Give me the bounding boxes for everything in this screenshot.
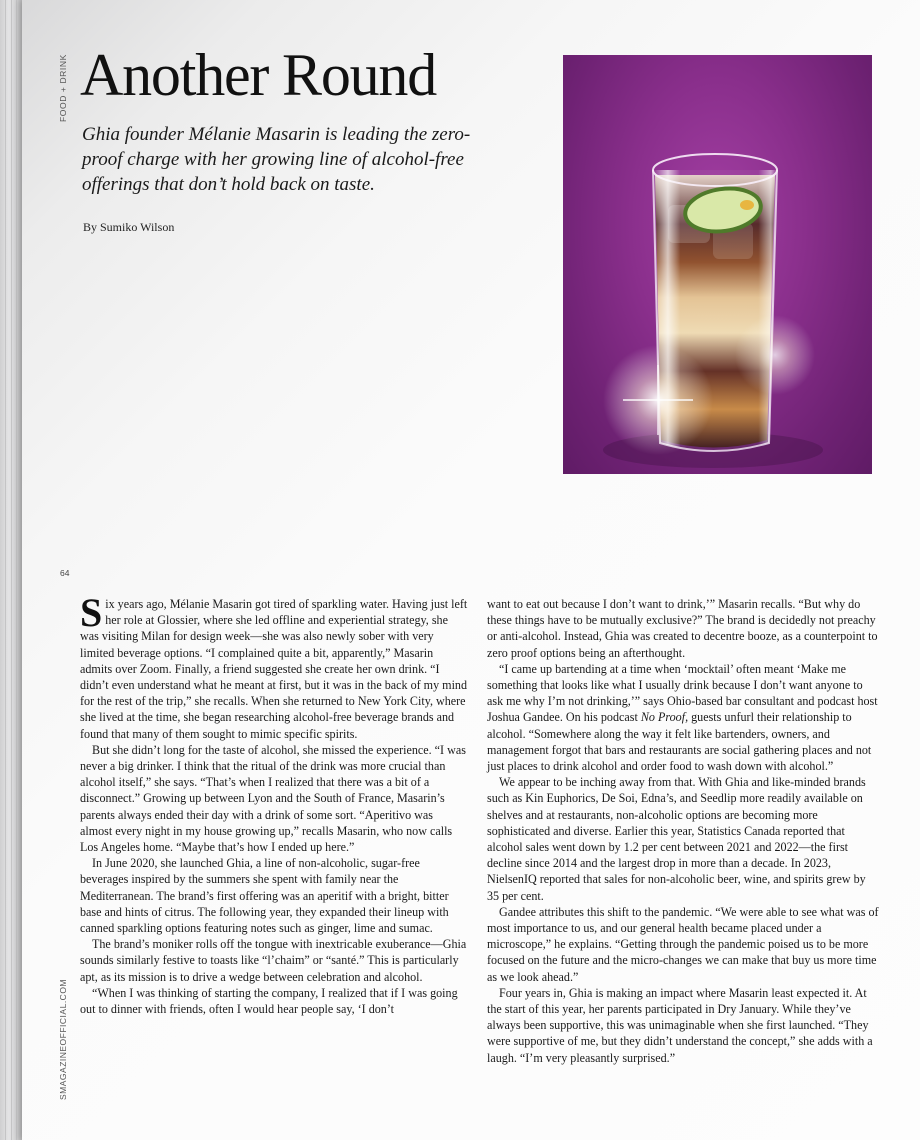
body-paragraph: want to eat out because I don’t want to drink,’” Masarin recalls. “But why do these things have to be mutually exclusive?” The brand is decidedly not preachy or anti-alcohol. Instead, Ghia was created to decentre booze, as a counterpoint to zero proof options being an afterthought. xyxy=(487,597,878,660)
article-dek: Ghia founder Mélanie Masarin is leading the zero-proof charge with her growing line of alcohol-free offerings that don’t hold back on taste. xyxy=(82,124,471,195)
page-number: 64 xyxy=(60,568,70,578)
body-paragraph: “When I was thinking of starting the company, I realized that if I was going out to dinner with friends, often I would hear people say, ‘I don’t xyxy=(80,985,458,1017)
page-edge-line xyxy=(5,0,6,1140)
article-title: Another Round xyxy=(80,42,437,108)
body-paragraph-text: guests unfurl their relationship to alcohol. “Somewhere along the way it felt like bartenders, owners, and management forgot that bars and restaurants are social gathering places and not just places to drink alcohol and order food to wash down with alcohol.” xyxy=(487,710,872,774)
podcast-title: No Proof, xyxy=(640,710,689,725)
body-paragraph: The brand’s moniker rolls off the tongue with inextricable exuberance—Ghia sounds similarly festive to toasts like “l’chaim” or “santé.” This is particularly apt, as its mission is to drive a wedge between celebration and alcohol. xyxy=(80,937,467,984)
body-paragraph: Gandee attributes this shift to the pandemic. “We were able to see what was of most importance to us, and our general health became placed under a microscope,” he explains. “Getting through the pandemic poised us to be more focused on the future and the micro-changes we can make that buy us more time as we look ahead.” xyxy=(487,904,879,984)
cocktail-glass-illustration xyxy=(563,55,872,474)
body-paragraph: But she didn’t long for the taste of alcohol, she missed the experience. “I was never a big drinker. I think that the ritual of the drink was more crucial than alcohol itself,” she says. “That’s when I realized that there was a bit of a disconnect.” Growing up between Lyon and the South of France, Masarin’s parents always ended their day with a drink of some sort. “Aperitivo was almost every night in my house growing up,” recalls Masarin, who now calls Los Angeles home. “Maybe that’s how I ended up here.” xyxy=(80,742,466,855)
body-paragraph-text: “I came up bartending at a time when ‘mocktail’ often meant ‘Make me something that looks like what I usually drink because I don’t want anyone to ask me why I’m not drinking,’” says Ohio-based bar consultant and podcast host Joshua Gandee. On his podcast xyxy=(487,661,878,725)
body-column-left xyxy=(80,590,468,1017)
body-paragraph: Four years in, Ghia is making an impact where Masarin least expected it. At the start of this year, her parents participated in Dry January. While they’ve always been supportive, this was unimaginable when she first launched. “They were supportive of me, but they didn’t understand the concept,” she adds with a laugh. “I’m very pleasantly surprised.” xyxy=(487,985,873,1065)
section-label: FOOD + DRINK xyxy=(58,54,68,122)
page-edge-line xyxy=(16,0,17,1140)
light-flare xyxy=(735,315,815,395)
body-paragraph: In June 2020, she launched Ghia, a line of non-alcoholic, sugar-free beverages inspired by the summers she spent with family near the Mediterranean. The brand’s first offering was an aperitif with a bright, bitter base and hints of citrus. The following year, they expanded their lineup with canned sparkling options featuring notes such as ginger, lime and sumac. xyxy=(80,856,449,936)
side-url: SMAGAZINEOFFICIAL.COM xyxy=(58,978,68,1100)
citrus-zest xyxy=(740,200,754,210)
page-edge-line xyxy=(11,0,12,1140)
byline: By Sumiko Wilson xyxy=(83,220,175,234)
body-paragraph xyxy=(80,590,468,742)
body-column-right xyxy=(487,596,879,1066)
body-paragraph-text: ix years ago, Mélanie Masarin got tired of sparkling water. Having just left her role at Glossier, where she led offline and experiential strategy, she was visiting Milan for design week—she was also newly sober with very limited beverage options. “I complained quite a bit, apparently,” Masarin admits over Zoom. Finally, a friend suggested she create her own drink. “I didn’t even understand what he meant at first, but it was in the back of my mind for the rest of the trip,” she recalls. When she returned to New York City, where she lived at the time, she began researching alcohol-free beverage brands and found that many of them sought to mimic specific spirits. xyxy=(80,597,468,741)
body-paragraph xyxy=(487,661,879,774)
body-paragraph: We appear to be inching away from that. With Ghia and like-minded brands such as Kin Euphorics, De Soi, Edna’s, and Seedlip more readily available on shelves and at restaurants, non-alcoholic options are becoming more sophisticated and diverse. Earlier this year, Statistics Canada reported that alcohol sales went down by 1.2 per cent between 2021 and 2022—the first decline since 2014 and the largest drop in more than a decade. In 2023, NielsenIQ reported that sales for non-alcoholic beer, wine, and spirits grew by 35 per cent. xyxy=(487,775,866,903)
magazine-page-edge xyxy=(0,0,22,1140)
drop-cap: S xyxy=(80,590,103,635)
cocktail-photo xyxy=(563,55,872,474)
